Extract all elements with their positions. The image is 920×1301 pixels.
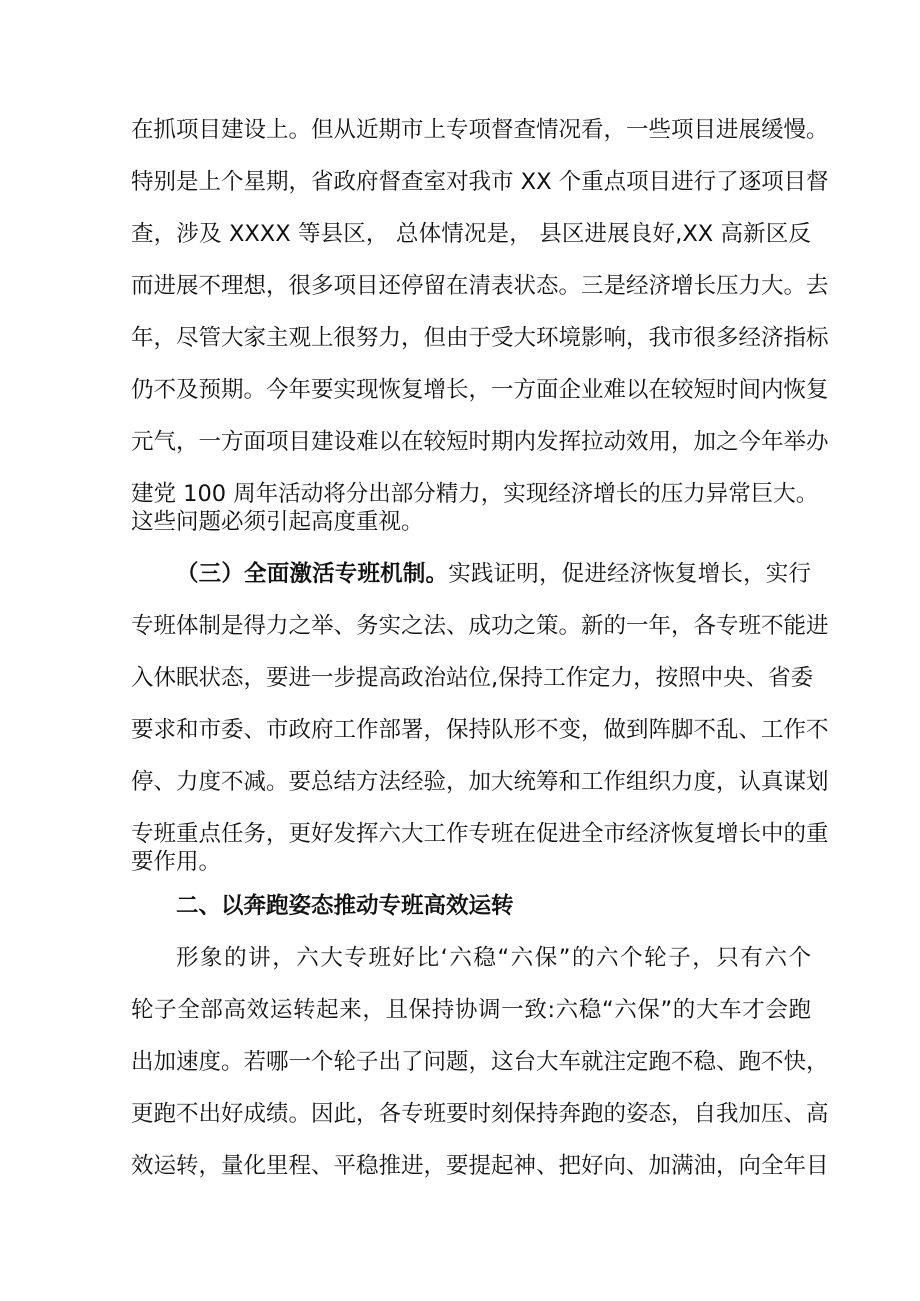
- paragraph-line: 效运转，量化里程、平稳推进，要提起神、把好向、加满油，向全年目: [131, 1153, 829, 1179]
- paragraph-lead: （三）全面激活专班机制。: [176, 561, 449, 587]
- paragraph-line: 年，尽管大家主观上很努力，但由于受大环境影响，我市很多经济指标: [131, 325, 829, 351]
- paragraph-line: 要作用。: [131, 849, 222, 875]
- paragraph-line: 仍不及预期。今年要实现恢复增长，一方面企业难以在较短时间内恢复: [131, 377, 829, 403]
- paragraph-line: 这些问题必须引起高度重视。: [131, 509, 424, 535]
- paragraph-line: 特别是上个星期，省政府督查室对我市 XX 个重点项目进行了逐项目督: [131, 169, 829, 195]
- paragraph-line: 元气，一方面项目建设难以在较短时期内发挥拉动效用，加之今年举办: [131, 429, 829, 455]
- paragraph-line: 专班重点任务，更好发挥六大工作专班在促进全市经济恢复增长中的重: [131, 821, 829, 847]
- paragraph-line: 查，涉及 XXXX 等县区， 总体情况是， 县区进展良好,XX 高新区反: [131, 221, 811, 247]
- paragraph-line: 建党 100 周年活动将分出部分精力，实现经济增长的压力异常巨大。: [131, 481, 819, 507]
- paragraph-line: 轮子全部高效运转起来，且保持协调一致:六稳“六保”的大车才会跑: [131, 997, 811, 1023]
- paragraph-line: 停、力度不减。要总结方法经验，加大统筹和工作组织力度，认真谋划: [131, 769, 829, 795]
- paragraph-line: 入休眠状态，要进一步提高政治站位,保持工作定力，按照中央、省委: [131, 665, 814, 691]
- paragraph-line: 专班体制是得力之举、务实之法、成功之策。新的一年，各专班不能进: [131, 613, 829, 639]
- paragraph-line: 要求和市委、市政府工作部署，保持队形不变，做到阵脚不乱、工作不: [131, 717, 829, 743]
- paragraph-line: 而进展不理想，很多项目还停留在清表状态。三是经济增长压力大。去: [131, 273, 829, 299]
- paragraph-line: 形象的讲，六大专班好比‘六稳“六保”的六个轮子，只有六个: [176, 945, 811, 971]
- paragraph-line: 更跑不出好成绩。因此，各专班要时刻保持奔跑的姿态，自我加压、高: [131, 1101, 829, 1127]
- paragraph-line: 出加速度。若哪一个轮子出了问题，这台大车就注定跑不稳、跑不快，: [131, 1049, 829, 1075]
- paragraph-text: 实践证明，促进经济恢复增长，实行: [448, 561, 811, 587]
- paragraph-first-line: [131, 552, 811, 596]
- paragraph-line: 在抓项目建设上。但从近期市上专项督查情况看，一些项目进展缓慢。: [131, 117, 829, 143]
- section-heading: 二、以奔跑姿态推动专班高效运转: [176, 893, 514, 919]
